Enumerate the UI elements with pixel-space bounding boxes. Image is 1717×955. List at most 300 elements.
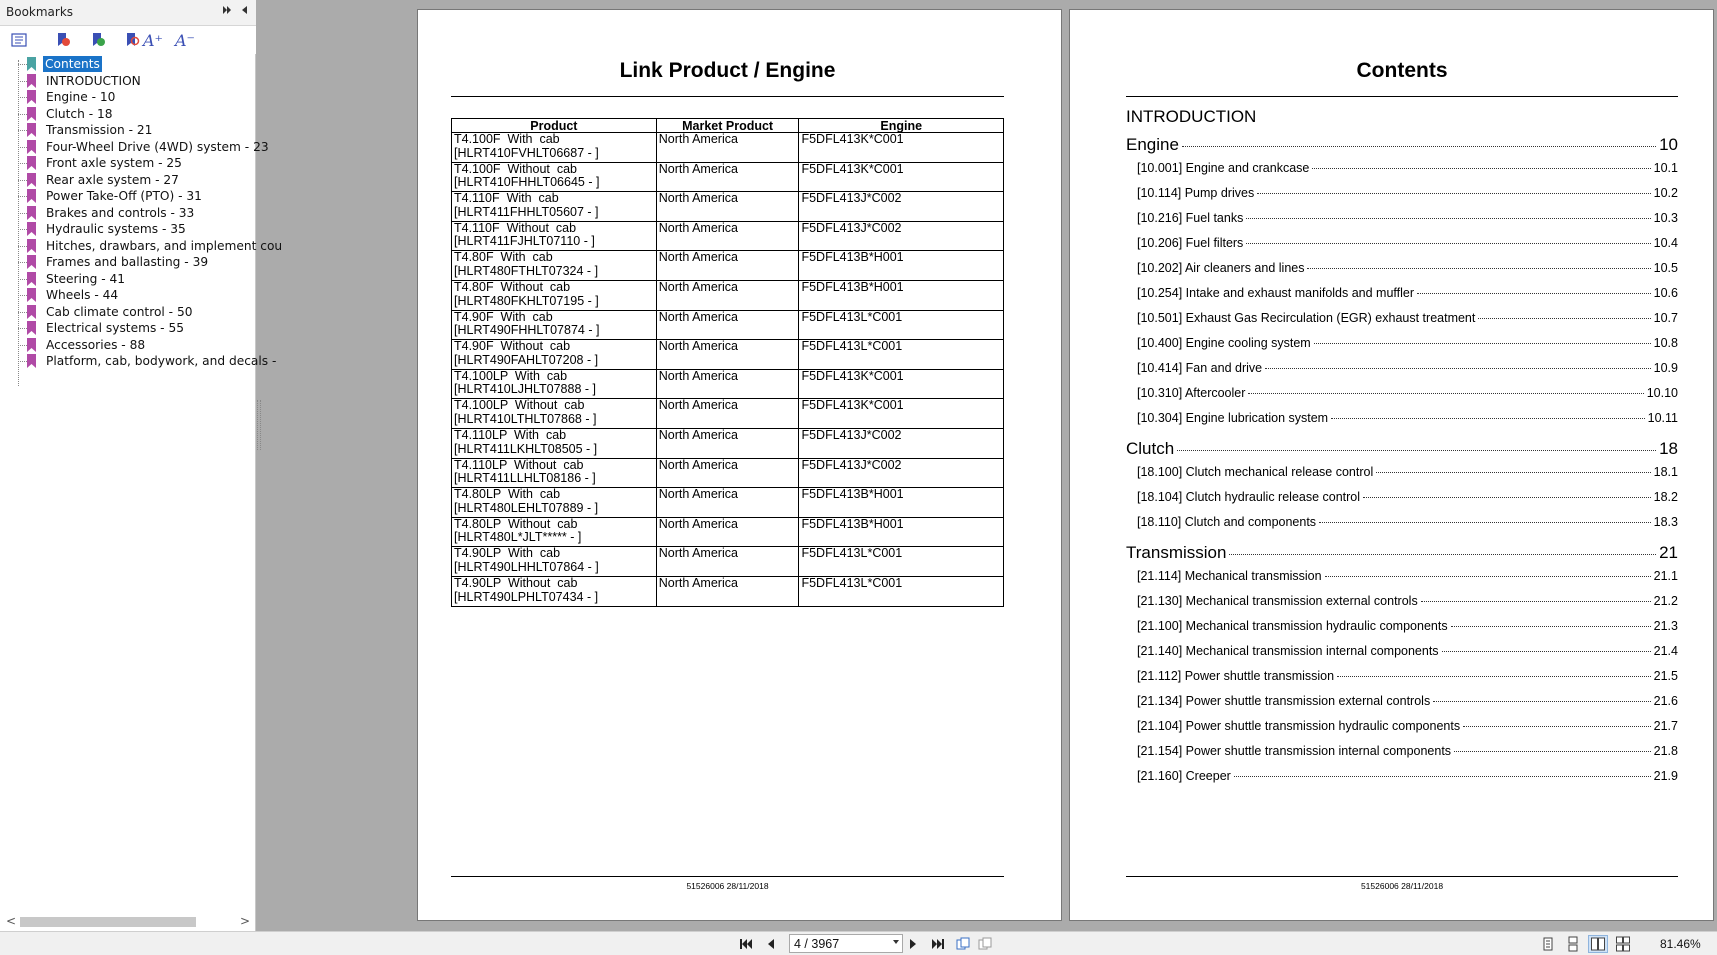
market-cell: North America [656, 280, 799, 310]
toc-page-number: 10.7 [1653, 311, 1678, 325]
viewer-statusbar [0, 931, 1717, 955]
toc-subentry[interactable] [1137, 594, 1678, 608]
table-row [452, 369, 1004, 399]
bookmark-add-alt-icon[interactable] [87, 29, 109, 51]
product-cell [452, 399, 657, 429]
bookmarks-title: Bookmarks [6, 5, 74, 19]
chevron-down-icon [893, 940, 899, 944]
toc-subentry[interactable] [1137, 186, 1678, 200]
engine-cell: F5DFL413L*C001 [799, 576, 1004, 606]
market-cell: North America [656, 162, 799, 192]
product-serial: [HLRT411LLHLT08186 - ] [454, 471, 596, 486]
product-cell [452, 133, 657, 163]
toc-label: [10.400] Engine cooling system [1137, 336, 1311, 350]
scroll-left-icon[interactable]: < [6, 914, 17, 928]
bookmark-label: Front axle system - 25 [46, 156, 182, 170]
toc-label: [10.501] Exhaust Gas Recirculation (EGR) exhaust treatment [1137, 311, 1476, 325]
toc-subentry[interactable] [1137, 669, 1678, 683]
column-header: Product [452, 119, 657, 133]
bookmark-item[interactable] [0, 336, 256, 354]
footer-rule [451, 876, 1004, 877]
facing-view-icon[interactable] [1588, 935, 1608, 953]
engine-cell: F5DFL413B*H001 [799, 517, 1004, 547]
bookmark-label: Frames and ballasting - 39 [46, 255, 209, 269]
product-model: T4.110LP With cab [454, 427, 567, 442]
bookmark-item[interactable] [0, 138, 269, 156]
product-serial: [HLRT480LEHLT07889 - ] [454, 500, 599, 515]
bookmark-icon [27, 239, 36, 253]
page-indicator: 4 / 3967 [794, 937, 840, 951]
tree-connector [18, 163, 27, 164]
toc-subentry[interactable] [1137, 311, 1678, 325]
product-serial: [HLRT410FVHLT06687 - ] [454, 145, 599, 160]
toc-subentry[interactable] [1137, 490, 1678, 504]
engine-cell: F5DFL413B*H001 [799, 488, 1004, 518]
bookmark-item[interactable] [0, 105, 256, 123]
toc-page-number: 10.10 [1646, 386, 1678, 400]
table-row [452, 340, 1004, 370]
column-header: Market Product [656, 119, 799, 133]
toc-leader [1314, 343, 1651, 344]
toc-page-number: 21.7 [1653, 719, 1678, 733]
product-cell [452, 251, 657, 281]
table-row [452, 251, 1004, 281]
page-contents [1069, 9, 1714, 921]
bookmark-icon [27, 107, 36, 121]
single-page-view-icon[interactable] [1538, 935, 1558, 953]
page-title: Contents [1356, 59, 1448, 82]
column-header: Engine [799, 119, 1004, 133]
toc-label: [21.114] Mechanical transmission [1137, 569, 1322, 583]
tree-connector [18, 295, 27, 296]
bookmark-icon [27, 321, 36, 335]
bookmark-icon [27, 156, 36, 170]
collapse-panel-icon[interactable] [222, 5, 232, 18]
product-serial: [HLRT411FHHLT05607 - ] [454, 204, 599, 219]
tree-connector [18, 213, 27, 214]
scroll-right-icon[interactable]: > [240, 914, 251, 928]
market-cell: North America [656, 576, 799, 606]
bookmark-label: Wheels - 44 [46, 288, 119, 302]
toc-entry[interactable] [1126, 107, 1678, 127]
engine-cell: F5DFL413K*C001 [799, 133, 1004, 163]
product-cell [452, 340, 657, 370]
product-model: T4.90LP With cab [454, 546, 561, 561]
product-cell [452, 280, 657, 310]
table-row [452, 221, 1004, 251]
toc-leader [1376, 472, 1650, 473]
bookmark-label: Brakes and controls - 33 [46, 205, 195, 220]
toc-label: [21.130] Mechanical transmission external controls [1137, 594, 1418, 608]
product-model: T4.110LP Without cab [454, 457, 584, 472]
engine-cell: F5DFL413L*C001 [799, 310, 1004, 340]
toc-label: [10.202] Air cleaners and lines [1137, 261, 1305, 275]
product-model: T4.80F Without cab [454, 279, 571, 294]
zoom-level[interactable]: 81.46% [1660, 937, 1701, 951]
toc-page-number: 10.5 [1653, 261, 1678, 275]
table-header-row [452, 119, 1004, 133]
product-model: T4.90F With cab [454, 309, 553, 324]
product-model: T4.90LP Without cab [454, 575, 578, 590]
product-model: T4.110F With cab [454, 191, 559, 206]
page-title: Link Product / Engine [619, 59, 836, 82]
bookmark-icon [27, 354, 36, 368]
font-smaller-icon[interactable]: A⁻ [175, 30, 195, 50]
toc-subentry[interactable] [1137, 744, 1678, 758]
bookmark-icon [27, 123, 36, 137]
market-cell: North America [656, 192, 799, 222]
product-engine-table [451, 118, 1004, 607]
table-row [452, 576, 1004, 606]
bookmark-label: Electrical systems - 55 [46, 321, 184, 335]
product-serial: [HLRT480FKHLT07195 - ] [454, 293, 599, 308]
page-footer: 51526006 28/11/2018 [1360, 881, 1444, 891]
market-cell: North America [656, 369, 799, 399]
product-cell [452, 162, 657, 192]
toc-label: [10.114] Pump drives [1137, 186, 1255, 200]
toc-label: [21.104] Power shuttle transmission hydraulic components [1137, 719, 1461, 733]
tree-connector [18, 196, 27, 197]
toc-leader [1246, 218, 1650, 219]
toc-page-number: 18.2 [1653, 490, 1678, 504]
bookmark-label: Transmission - 21 [46, 123, 153, 137]
bookmark-label: INTRODUCTION [46, 73, 141, 88]
bookmark-item[interactable] [0, 303, 256, 321]
fit-page-icon[interactable] [954, 935, 972, 953]
toc-label: [10.414] Fan and drive [1137, 361, 1263, 375]
market-cell: North America [656, 340, 799, 370]
toc-label: [10.304] Engine lubrication system [1137, 411, 1329, 425]
engine-cell: F5DFL413J*C002 [799, 221, 1004, 251]
bookmark-item[interactable] [0, 72, 256, 90]
toc-leader [1234, 776, 1651, 777]
table-row [452, 399, 1004, 429]
toc-leader [1265, 368, 1651, 369]
toc-leader [1478, 318, 1650, 319]
table-row [452, 280, 1004, 310]
bookmark-icon [27, 173, 36, 187]
toc-subentry[interactable] [1137, 211, 1678, 225]
toc-label: [10.254] Intake and exhaust manifolds and muffler [1137, 286, 1415, 300]
toc-leader [1319, 522, 1651, 523]
product-serial: [HLRT410LJHLT07888 - ] [454, 382, 596, 397]
product-model: T4.100LP Without cab [454, 398, 585, 413]
toc-page-number: 21.5 [1653, 669, 1678, 683]
market-cell: North America [656, 251, 799, 281]
product-cell [452, 192, 657, 222]
continuous-facing-view-icon[interactable] [1613, 935, 1633, 953]
tree-connector [18, 229, 27, 230]
toc-leader [1442, 651, 1651, 652]
bookmark-label: Cab climate control - 50 [46, 304, 193, 319]
toc-entry[interactable] [1126, 439, 1678, 459]
toc-leader [1248, 393, 1643, 394]
tree-connector [18, 279, 27, 280]
bookmark-item[interactable] [0, 204, 256, 222]
product-cell [452, 517, 657, 547]
bookmark-icon [27, 90, 36, 104]
toc-label: [18.100] Clutch mechanical release control [1137, 465, 1374, 479]
prev-page-icon[interactable] [762, 935, 780, 953]
font-larger-icon[interactable]: A⁺ [143, 30, 163, 50]
bookmarks-horizontal-scrollbar[interactable] [0, 913, 256, 931]
product-cell [452, 428, 657, 458]
toc-subentry[interactable] [1137, 719, 1678, 733]
toc-leader [1307, 268, 1650, 269]
toc-label: INTRODUCTION [1126, 107, 1257, 126]
product-cell [452, 310, 657, 340]
toc-subentry[interactable] [1137, 286, 1678, 300]
title-rule [1126, 96, 1678, 97]
continuous-view-icon[interactable] [1563, 935, 1583, 953]
bookmark-label: Steering - 41 [46, 271, 126, 286]
toc-label: [21.134] Power shuttle transmission external controls [1137, 694, 1431, 708]
engine-cell: F5DFL413K*C001 [799, 399, 1004, 429]
last-page-icon[interactable] [929, 935, 947, 953]
bookmark-label: Power Take-Off (PTO) - 31 [46, 189, 202, 203]
page-number-select[interactable] [789, 934, 903, 953]
toc-subentry[interactable] [1137, 515, 1678, 529]
toc-label: Engine [1126, 135, 1179, 154]
toc-label: Clutch [1126, 439, 1175, 458]
toc-leader [1257, 193, 1650, 194]
bookmark-item[interactable] [0, 253, 256, 271]
toc-leader [1433, 701, 1650, 702]
bookmark-icon [27, 305, 36, 319]
bookmarks-tree [0, 54, 283, 910]
table-row [452, 517, 1004, 547]
market-cell: North America [656, 310, 799, 340]
footer-rule [1126, 876, 1678, 877]
toc-entry[interactable] [1126, 543, 1678, 563]
toc-subentry[interactable] [1137, 161, 1678, 175]
bookmark-icon [27, 338, 36, 352]
table-row [452, 428, 1004, 458]
toc-page-number: 10.4 [1653, 236, 1678, 250]
toc-leader [1312, 168, 1650, 169]
bookmark-icon [27, 222, 36, 236]
toc-page-number: 18 [1659, 439, 1678, 458]
bookmark-icon [27, 57, 36, 71]
toc-leader [1363, 497, 1651, 498]
toc-subentry[interactable] [1137, 236, 1678, 250]
toc-subentry[interactable] [1137, 411, 1678, 425]
toc-label: [10.216] Fuel tanks [1137, 211, 1244, 225]
bookmark-label: Platform, cab, bodywork, and decals - [46, 354, 277, 368]
toc-subentry[interactable] [1137, 769, 1678, 783]
toc-leader [1229, 554, 1656, 555]
toc-leader [1182, 146, 1656, 147]
bookmark-label: Clutch - 18 [46, 106, 113, 121]
tree-connector [18, 312, 27, 313]
engine-cell: F5DFL413K*C001 [799, 369, 1004, 399]
toc-subentry[interactable] [1137, 465, 1678, 479]
engine-cell: F5DFL413J*C002 [799, 458, 1004, 488]
toc-entry[interactable] [1126, 135, 1678, 155]
tree-connector [18, 64, 27, 65]
toc-label: [10.310] Aftercooler [1137, 386, 1246, 400]
product-serial: [HLRT490LPHLT07434 - ] [454, 589, 599, 604]
bookmark-item[interactable] [0, 237, 283, 255]
toc-leader [1451, 626, 1651, 627]
tree-connector [18, 180, 27, 181]
bookmark-item[interactable] [0, 154, 256, 172]
product-cell [452, 369, 657, 399]
bookmark-item[interactable] [0, 121, 256, 139]
toc-label: [21.160] Creeper [1137, 769, 1231, 783]
bookmark-label: Four-Wheel Drive (4WD) system - 23 [46, 139, 269, 154]
product-serial: [HLRT411FJHLT07110 - ] [454, 234, 595, 249]
panel-splitter[interactable] [257, 400, 261, 450]
toc-leader [1417, 293, 1651, 294]
engine-cell: F5DFL413J*C002 [799, 192, 1004, 222]
scroll-thumb[interactable] [20, 917, 196, 927]
product-model: T4.110F Without cab [454, 220, 577, 235]
first-page-icon[interactable] [737, 935, 755, 953]
product-model: T4.80F With cab [454, 250, 553, 265]
bookmark-find-icon[interactable] [121, 29, 143, 51]
engine-cell: F5DFL413L*C001 [799, 340, 1004, 370]
market-cell: North America [656, 547, 799, 577]
bookmark-icon [27, 255, 36, 269]
toc-subentry[interactable] [1137, 569, 1678, 583]
product-cell [452, 576, 657, 606]
toc-label: [21.154] Power shuttle transmission internal components [1137, 744, 1452, 758]
toc-leader [1454, 751, 1651, 752]
bookmark-item[interactable] [0, 286, 256, 304]
engine-cell: F5DFL413L*C001 [799, 547, 1004, 577]
product-model: T4.100F With cab [454, 132, 560, 146]
bookmarks-toolbar [0, 26, 256, 54]
table-row [452, 547, 1004, 577]
market-cell: North America [656, 133, 799, 163]
toc-page-number: 21.3 [1653, 619, 1678, 633]
product-serial: [HLRT490FHHLT07874 - ] [454, 323, 600, 338]
page-link-product-engine [417, 9, 1062, 921]
toc-label: [10.206] Fuel filters [1137, 236, 1244, 250]
toc-label: [18.110] Clutch and components [1137, 515, 1317, 529]
toc-page-number: 18.3 [1653, 515, 1678, 529]
toc-page-number: 10 [1659, 135, 1678, 154]
product-model: T4.100F Without cab [454, 161, 577, 176]
engine-cell: F5DFL413K*C001 [799, 162, 1004, 192]
tree-connector [18, 97, 27, 98]
product-cell [452, 488, 657, 518]
toc-subentry[interactable] [1137, 619, 1678, 633]
table-row [452, 488, 1004, 518]
toc-subentry[interactable] [1137, 361, 1678, 375]
toc-page-number: 21.6 [1653, 694, 1678, 708]
product-model: T4.80LP Without cab [454, 516, 578, 531]
product-model: T4.90F Without cab [454, 339, 571, 354]
bookmarks-panel [0, 0, 283, 955]
toc-subentry[interactable] [1137, 644, 1678, 658]
product-serial: [HLRT480L*JLT***** - ] [454, 530, 582, 545]
toc-page-number: 21.9 [1653, 769, 1678, 783]
product-cell [452, 458, 657, 488]
product-model: T4.80LP With cab [454, 487, 561, 502]
bookmarks-header [0, 0, 256, 26]
toc-subentry[interactable] [1137, 261, 1678, 275]
toc-page-number: 10.3 [1653, 211, 1678, 225]
toc-subentry[interactable] [1137, 336, 1678, 350]
tree-connector [18, 81, 27, 82]
bookmark-label: Hitches, drawbars, and implement cou [46, 238, 283, 253]
bookmark-item[interactable] [0, 55, 256, 73]
bookmark-label: Hydraulic systems - 35 [46, 222, 186, 236]
toc-leader [1177, 450, 1656, 451]
table-row [452, 162, 1004, 192]
bookmark-label: Contents [45, 57, 100, 71]
tree-connector [18, 328, 27, 329]
close-panel-icon[interactable] [240, 5, 248, 18]
bookmark-item[interactable] [0, 319, 256, 337]
product-model: T4.100LP With cab [454, 368, 568, 383]
toc-label: [21.112] Power shuttle transmission [1137, 669, 1335, 683]
bookmark-item[interactable] [0, 88, 256, 106]
bookmark-item[interactable] [0, 171, 256, 189]
bookmark-icon [27, 288, 36, 302]
market-cell: North America [656, 428, 799, 458]
toc-page-number: 21.2 [1653, 594, 1678, 608]
bookmark-label: Engine - 10 [46, 90, 116, 104]
toc-page-number: 21.4 [1653, 644, 1678, 658]
product-cell [452, 547, 657, 577]
toc-leader [1421, 601, 1651, 602]
toc-leader [1246, 243, 1650, 244]
options-icon[interactable] [8, 29, 30, 51]
bookmark-add-icon[interactable] [52, 29, 74, 51]
bookmark-icon [27, 140, 36, 154]
bookmark-icon [27, 74, 36, 88]
product-serial: [HLRT490LHHLT07864 - ] [454, 559, 599, 574]
toc-label: Transmission [1126, 543, 1227, 562]
engine-cell: F5DFL413J*C002 [799, 428, 1004, 458]
tree-connector [18, 361, 27, 362]
toc-page-number: 21.1 [1653, 569, 1678, 583]
tree-connector [18, 147, 27, 148]
fit-width-icon[interactable] [976, 935, 994, 953]
product-serial: [HLRT490FAHLT07208 - ] [454, 352, 599, 367]
engine-cell: F5DFL413B*H001 [799, 251, 1004, 281]
product-serial: [HLRT410LTHLT07868 - ] [454, 411, 597, 426]
product-cell [452, 221, 657, 251]
next-page-icon[interactable] [904, 935, 922, 953]
tree-connector [18, 262, 27, 263]
market-cell: North America [656, 399, 799, 429]
toc-subentry[interactable] [1137, 694, 1678, 708]
bookmark-icon [27, 206, 36, 220]
bookmark-icon [27, 272, 36, 286]
toc-page-number: 10.6 [1653, 286, 1678, 300]
engine-cell: F5DFL413B*H001 [799, 280, 1004, 310]
product-serial: [HLRT480FTHLT07324 - ] [454, 263, 599, 278]
toc-label: [21.100] Mechanical transmission hydraulic components [1137, 619, 1448, 633]
table-row [452, 133, 1004, 163]
toc-page-number: 10.11 [1647, 411, 1678, 425]
toc-page-number: 21.8 [1653, 744, 1678, 758]
tree-connector [18, 345, 27, 346]
bookmark-item[interactable] [0, 187, 256, 205]
bookmark-item[interactable] [0, 220, 256, 238]
tree-connector [18, 246, 27, 247]
toc-page-number: 10.2 [1653, 186, 1678, 200]
bookmark-item[interactable] [0, 352, 277, 370]
bookmark-item[interactable] [0, 270, 256, 288]
toc-page-number: 10.8 [1653, 336, 1678, 350]
toc-page-number: 21 [1659, 543, 1678, 562]
toc-subentry[interactable] [1137, 386, 1678, 400]
